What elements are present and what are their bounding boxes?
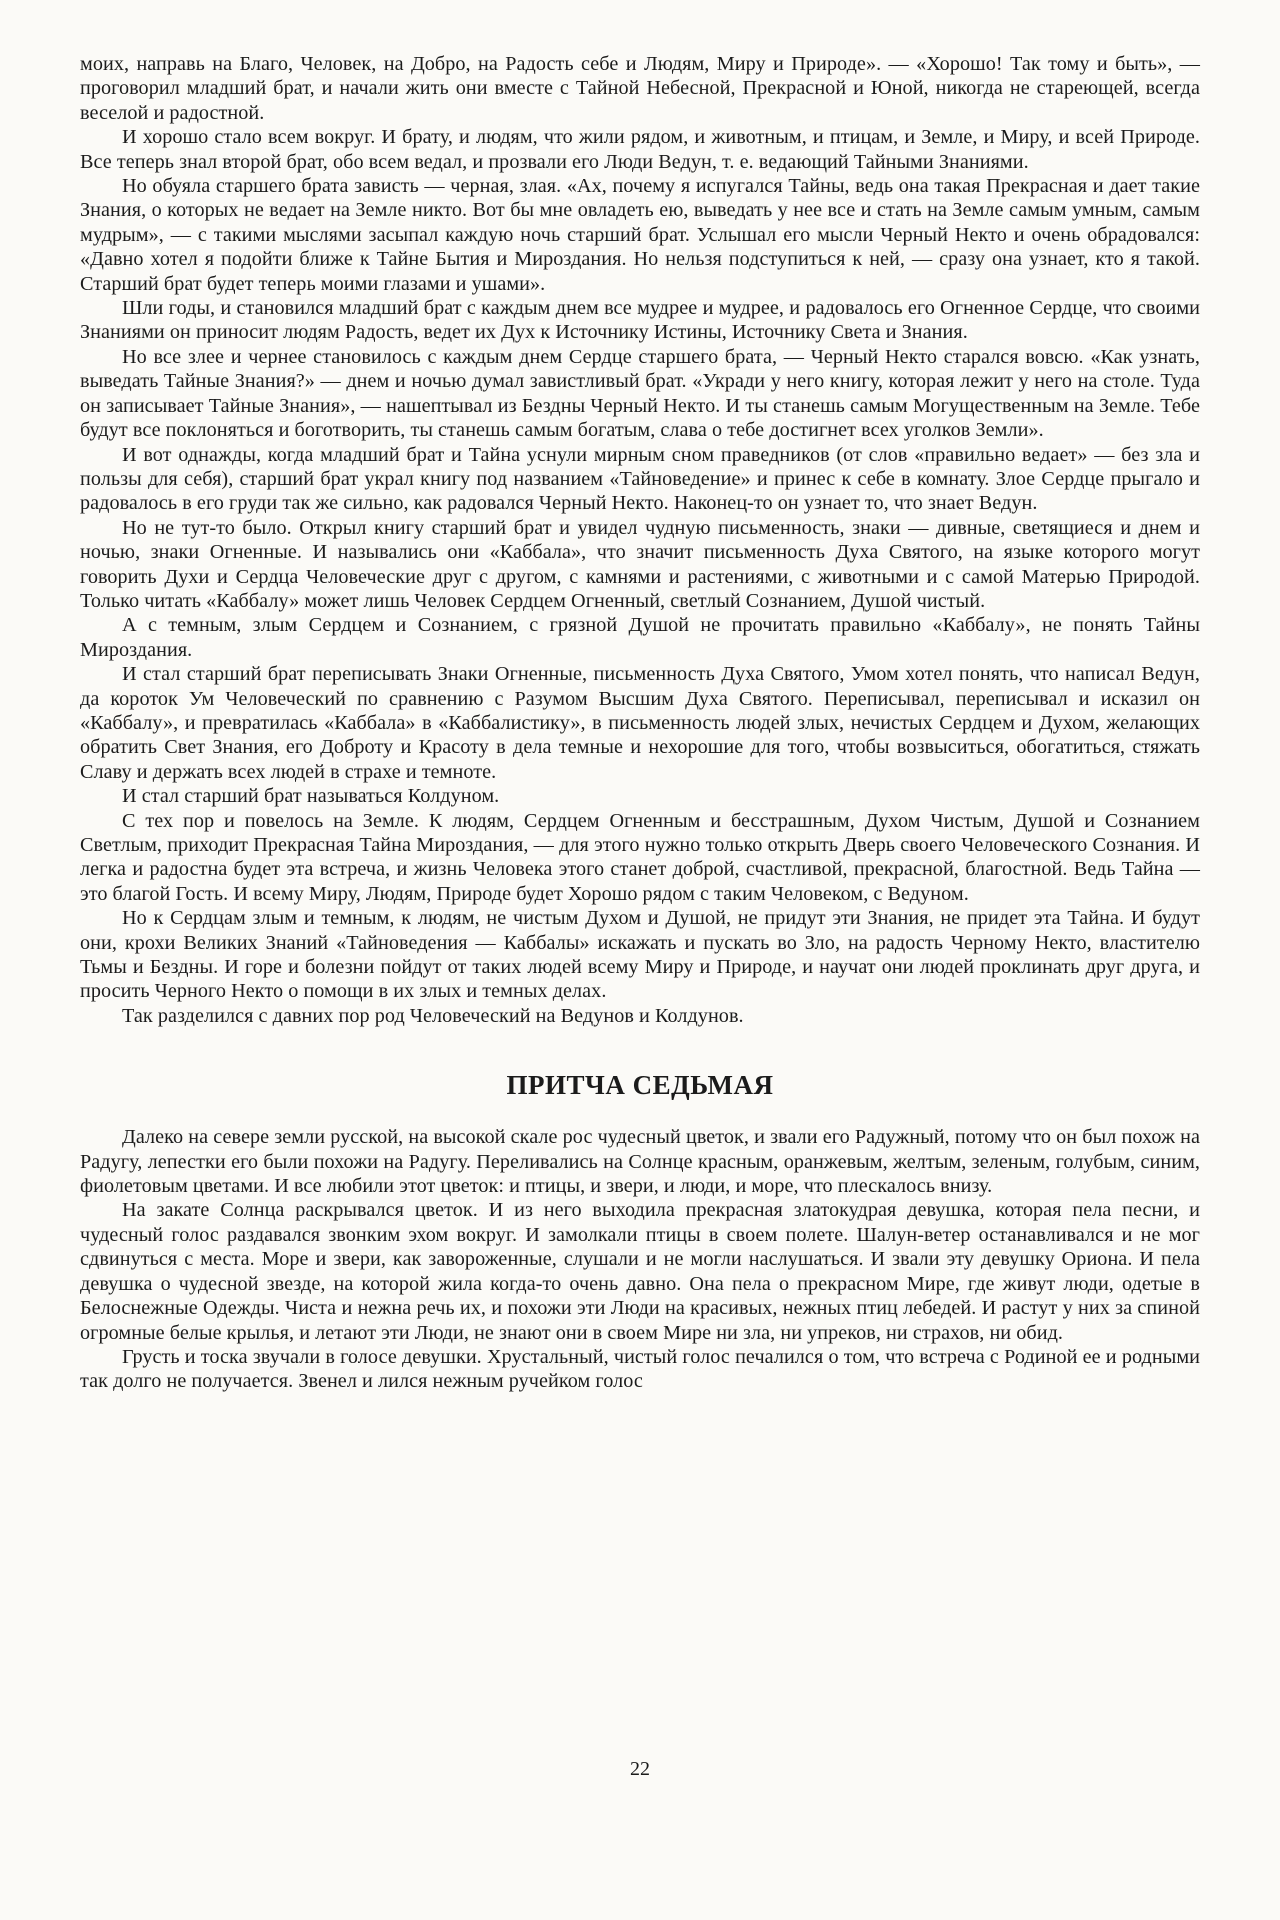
paragraph: И стал старший брат называться Колдуном.: [122, 785, 500, 808]
paragraph: И хорошо стало всем вокруг. И брату, и людям, что жили рядом, и животным, и птицам, и Земле, и Миру, и всей Природе. Все теперь знал второй брат, обо всем ведал, и прозвали его Люди Ведун, т. е. ведающий Тайными Знаниями.: [80, 126, 1200, 173]
paragraph: Но все злее и чернее становилось с каждым днем Сердце старшего брата, — Черный Некто старался вовсю. «Как узнать, выведать Тайные Знания?» — днем и ночью думал завистливый брат. «Укради у него книгу, которая лежит у него на столе. Туда он записывает Тайные Знания», — нашептывал из Бездны Черный Некто. И ты станешь самым Могущественным на Земле. Тебе будут все поклоняться и боготворить, ты станешь самым богатым, слава о тебе достигнет всех уголков Земли».: [80, 345, 1200, 442]
paragraph: А с темным, злым Сердцем и Сознанием, с грязной Душой не прочитать правильно «Каббалу», не понять Тайны Мироздания.: [80, 614, 1200, 661]
paragraph: И стал старший брат переписывать Знаки Огненные, письменность Духа Святого, Умом хотел понять, что написал Ведун, да короток Ум Человеческий по сравнению с Разумом Высшим Духа Святого. Переписывал, переписывал и исказил он «Каббалу», и превратилась «Каббала» в «Каббалистику», в письменность людей злых, нечистых Сердцем и Духом, желающих обратить Свет Знания, его Доброту и Красоту в дела темные и нехорошие для того, чтобы возвыситься, обогатиться, стяжать Славу и держать всех людей в страхе и темноте.: [80, 663, 1200, 783]
section-heading: ПРИТЧА СЕДЬМАЯ: [506, 1070, 774, 1101]
section-two-text: [80, 1125, 1200, 1393]
paragraph: Но к Сердцам злым и темным, к людям, не чистым Духом и Душой, не придут эти Знания, не придет эта Тайна. И будут они, крохи Великих Знаний «Тайноведения — Каббалы» искажать и пускать во Зло, на радость Черному Некто, властителю Тьмы и Бездны. И горе и болезни пойдут от таких людей всему Миру и Природе, и научат они людей проклинать друг друга, и просить Черного Некто о помощи в их злых и темных делах.: [80, 907, 1200, 1003]
paragraph: На закате Солнца раскрывался цветок. И из него выходила прекрасная златокудрая девушка, которая пела песни, и чудесный голос раздавался звонким эхом вокруг. И замолкали птицы в своем полете. Шалун-ветер останавливался и не мог сдвинуться с места. Море и звери, как завороженные, слушали и не могли наслушаться. И звали эту девушку Ориона. И пела девушка о чудесной звезде, на которой жила когда-то очень давно. Она пела о прекрасном Мире, где живут люди, одетые в Белоснежные Одежды. Чиста и нежна речь их, и похожи эти Люди на красивых, нежных птиц лебедей. И растут у них за спиной огромные белые крылья, и летают эти Люди, не знают они в своем Мире ни зла, ни упреков, ни страхов, ни обид.: [80, 1199, 1200, 1344]
paragraph: Но не тут-то было. Открыл книгу старший брат и увидел чудную письменность, знаки — дивные, светящиеся и днем и ночью, знаки Огненные. И назывались они «Каббала», что значит письменность Духа Святого, на языке которого могут говорить Духи и Сердца Человеческие друг с другом, с камнями и растениями, с животными и с самой Матерью Природой. Только читать «Каббалу» может лишь Человек Сердцем Огненный, светлый Сознанием, Душой чистый.: [80, 516, 1200, 612]
page-number: 22: [630, 1758, 650, 1780]
paragraph: И вот однажды, когда младший брат и Тайна уснули мирным сном праведников (от слов «правильно ведает» — без зла и пользы для себя), старший брат украл книгу под названием «Тайноведение» и принес к себе в комнату. Злое Сердце прыгало и радовалось в его груди так же сильно, как радовался Черный Некто. Наконец-то он узнает то, что знает Ведун.: [80, 443, 1200, 515]
paragraph: Шли годы, и становился младший брат с каждым днем все мудрее и мудрее, и радовалось его Огненное Сердце, что своими Знаниями он приносит людям Радость, ведет их Дух к Источнику Истины, Источнику Света и Знания.: [80, 297, 1200, 344]
paragraph: Так разделился с давних пор род Человеческий на Ведунов и Колдунов.: [122, 1004, 744, 1027]
paragraph: С тех пор и повелось на Земле. К людям, Сердцем Огненным и бесстрашным, Духом Чистым, Душой и Сознанием Светлым, приходит Прекрасная Тайна Мироздания, — для этого нужно только открыть Дверь своего Человеческого Сознания. И легка и радостна будет эта встреча, и жизнь Человека этого станет доброй, счастливой, прекрасной, благостной. Ведь Тайна — это благой Гость. И всему Миру, Людям, Природе будет Хорошо рядом с таким Человеком, с Ведуном.: [80, 809, 1200, 905]
paragraph: моих, направь на Благо, Человек, на Добро, на Радость себе и Людям, Миру и Природе». — «Хорошо! Так тому и быть», — проговорил младший брат, и начали жить они вместе с Тайной Небесной, Прекрасной и Юной, никогда не стареющей, всегда веселой и радостной.: [80, 53, 1200, 124]
paragraph: Далеко на севере земли русской, на высокой скале рос чудесный цветок, и звали его Радужный, потому что он был похож на Радугу, лепестки его были похожи на Радугу. Переливались на Солнце красным, оранжевым, желтым, зеленым, голубым, синим, фиолетовым цветами. И все любили этот цветок: и птицы, и звери, и люди, и море, что плескалось внизу.: [80, 1126, 1200, 1198]
section-one-text: [80, 52, 1200, 1028]
paragraph: Грусть и тоска звучали в голосе девушки. Хрустальный, чистый голос печалился о том, что встреча с Родиной ее и родными так долго не получается. Звенел и лился нежным ручейком голос: [80, 1345, 1200, 1393]
paragraph: Но обуяла старшего брата зависть — черная, злая. «Ах, почему я испугался Тайны, ведь она такая Прекрасная и дает такие Знания, о которых не ведает на Земле никто. Вот бы мне овладеть ею, выведать у нее все и стать на Земле самым умным, самым мудрым», — с такими мыслями засыпал каждую ночь старший брат. Услышал его мысли Черный Некто и очень обрадовался: «Давно хотел я подойти ближе к Тайне Бытия и Мироздания. Но нельзя подступиться к ней, — сразу она узнает, кто я такой. Старший брат будет теперь моими глазами и ушами».: [80, 175, 1200, 295]
